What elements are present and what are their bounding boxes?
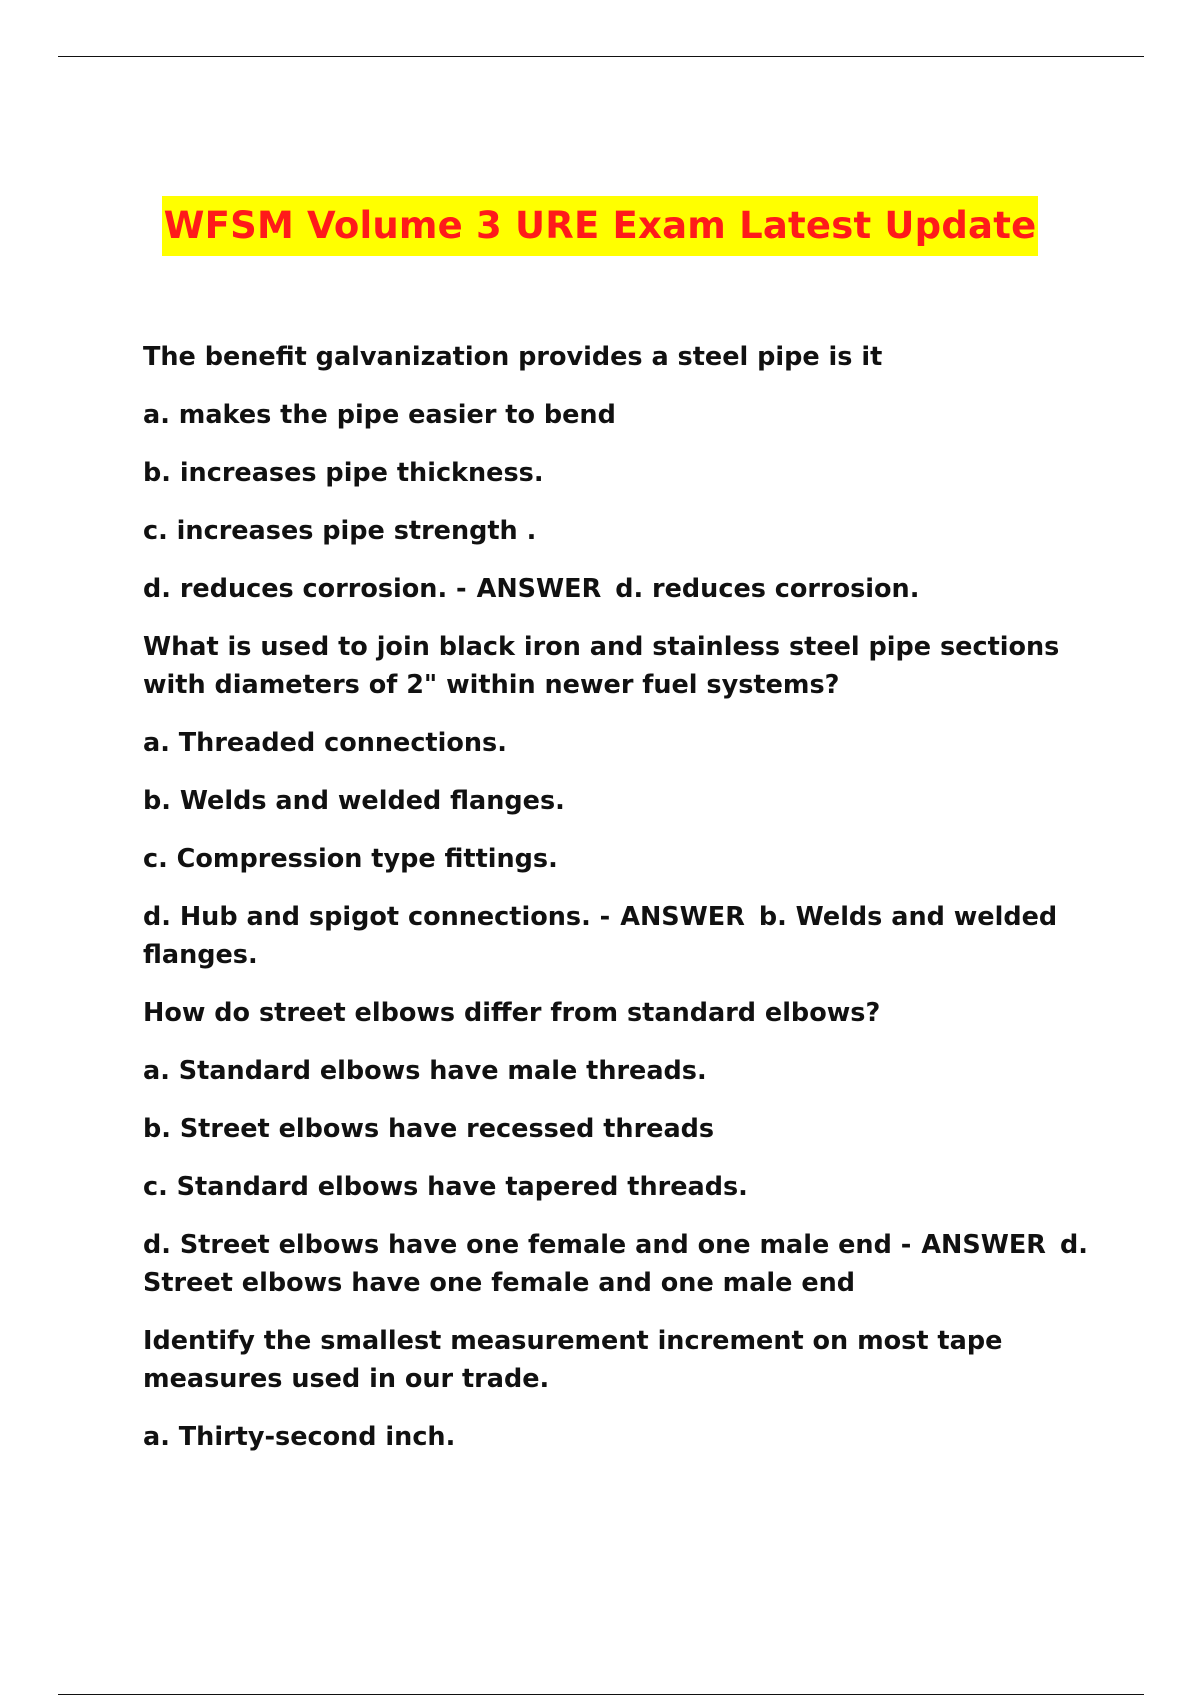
option-c: c. increases pipe strength .	[143, 516, 537, 546]
option-a: a. makes the pipe easier to bend	[143, 400, 616, 430]
option-d-with-answer	[143, 1226, 1103, 1302]
option-a: a. Standard elbows have male threads.	[143, 1056, 707, 1086]
answer-text: b. Welds and welded flanges.	[143, 902, 1058, 970]
answer-label: ANSWER	[921, 1230, 1046, 1260]
option-d: d. reduces corrosion. -	[143, 574, 467, 604]
header-rule	[58, 56, 1144, 57]
question-text: How do street elbows differ from standard elbows?	[143, 998, 881, 1028]
document-title: WFSM Volume 3 URE Exam Latest Update	[162, 196, 1039, 256]
option-d: d. Street elbows have one female and one male end -	[143, 1230, 912, 1260]
option-d: d. Hub and spigot connections. -	[143, 902, 611, 932]
question-text: The benefit galvanization provides a steel pipe is it	[143, 342, 883, 372]
answer-label: ANSWER	[620, 902, 745, 932]
document-body	[143, 338, 1103, 1476]
answer-text: d. reduces corrosion.	[615, 574, 920, 604]
question-text: What is used to join black iron and stainless steel pipe sections with diameters of 2" within newer fuel systems?	[143, 632, 1060, 700]
option-d-with-answer	[143, 898, 1103, 974]
answer-label: ANSWER	[476, 574, 602, 604]
option-a: a. Threaded connections.	[143, 728, 507, 758]
title-container	[0, 196, 1200, 256]
answer-text: d. Street elbows have one female and one male end	[143, 1230, 1088, 1298]
option-b: b. Welds and welded flanges.	[143, 786, 565, 816]
footer-rule	[58, 1694, 1144, 1695]
option-b: b. increases pipe thickness.	[143, 458, 544, 488]
option-c: c. Compression type fittings.	[143, 844, 558, 874]
option-a: a. Thirty-second inch.	[143, 1422, 456, 1452]
option-c: c. Standard elbows have tapered threads.	[143, 1172, 748, 1202]
option-d-with-answer	[143, 570, 1103, 608]
option-b: b. Street elbows have recessed threads	[143, 1114, 715, 1144]
question-text: Identify the smallest measurement increment on most tape measures used in our trade.	[143, 1326, 1003, 1394]
